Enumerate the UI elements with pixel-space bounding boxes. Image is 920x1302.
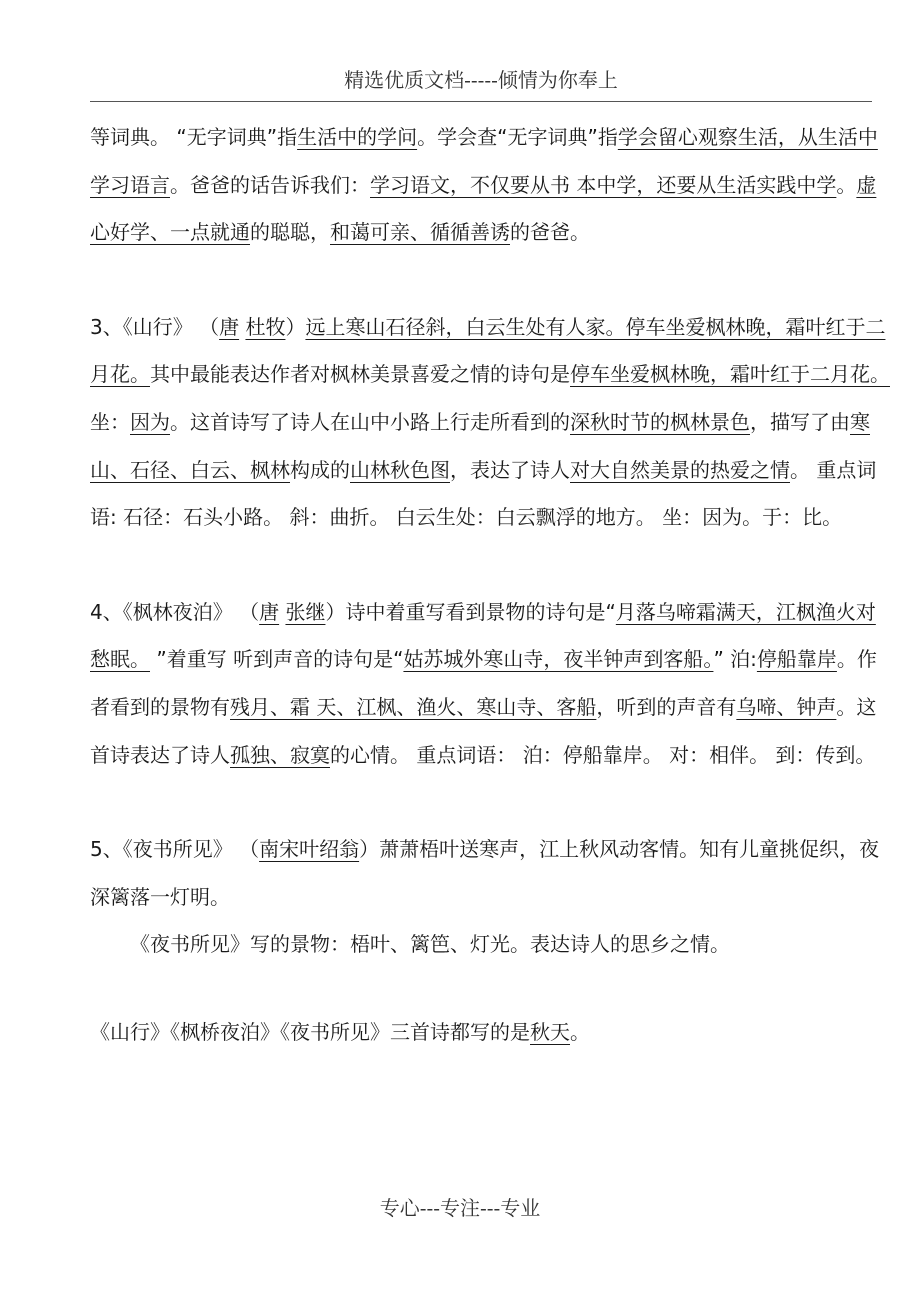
- underlined-answer: 虚心好学、一点就通: [90, 172, 877, 245]
- paragraph-gap: [90, 257, 890, 304]
- text-segment: ，表达了诗人: [450, 457, 570, 482]
- underlined-answer: 秋天: [530, 1019, 570, 1044]
- underlined-answer: 生活中的学问: [297, 125, 418, 149]
- text-segment: 。 重点词语: 石径：石头小路。 斜：曲折。 白云生处：白云飘浮的地方。 坐：因为。于：比。: [90, 457, 877, 530]
- text-segment: 的爸爸。: [510, 220, 590, 245]
- underlined-answer: 寒山、石径、白云、枫林: [90, 409, 870, 482]
- text-segment: 构成的: [290, 457, 350, 482]
- text-segment: ）诗中着重写看到景物的诗句是“: [325, 599, 616, 624]
- page-footer: 专心---专注---专业: [379, 1196, 541, 1220]
- underlined-answer: 因为: [130, 409, 170, 434]
- text-segment: 《夜书所见》写的景物：梧叶、篱笆、灯光。表达诗人的思乡之情。: [130, 932, 730, 957]
- text-segment: 。学会查“无字词典”指: [417, 125, 618, 149]
- text-segment: 等词典。 “无字词典”指: [90, 125, 298, 149]
- underlined-answer: 学会留心观察生活，从生活中学习语言: [90, 125, 878, 197]
- paragraph-shanxing: [90, 304, 890, 542]
- text-segment: 。这首诗写了诗人在山中小路上行走所看到的: [170, 409, 570, 434]
- underlined-answer: 杜牧: [245, 314, 286, 339]
- text-segment: 。作者看到的景物有: [90, 647, 877, 719]
- underlined-answer: 远上寒山石径斜，白云生处有人家。停车坐爱枫林晚，霜叶红于二月花。: [90, 314, 886, 387]
- text-segment: 。: [570, 1019, 590, 1044]
- underlined-answer: 停船靠岸: [756, 647, 837, 672]
- text-segment: ，听到的声音有: [596, 694, 737, 719]
- text-segment: 其中最能表达作者对枫林美景喜爱之情的诗句是: [150, 362, 570, 387]
- underlined-answer: 残月、霜 天、江枫、渔火、寒山寺、客船: [230, 694, 597, 719]
- paragraph-yeshu-scenery: [90, 921, 890, 969]
- text-segment: 《山行》《枫桥夜泊》《夜书所见》三首诗都写的是: [90, 1019, 530, 1044]
- underlined-answer: 孤独、寂寞: [230, 742, 330, 767]
- underlined-answer: 学习语文，不仅要从书 本中学，还要从生活实践中学: [370, 172, 837, 197]
- document-body: [90, 114, 890, 1057]
- underlined-answer: 唐: [259, 599, 280, 624]
- text-segment: 3、《山行》 （: [90, 314, 220, 339]
- text-segment: 4、《枫林夜泊》 （: [90, 599, 260, 624]
- text-segment: 5、《夜书所见》 （: [90, 837, 260, 862]
- paragraph-fenglin-yebo: [90, 589, 890, 779]
- text-segment: ”着重写 听到声音的诗句是“: [150, 647, 404, 672]
- underlined-answer: 停车坐爱枫林晚，霜叶红于二月花。: [570, 362, 890, 387]
- page-header: 精选优质文档-----倾情为你奉上: [90, 64, 872, 102]
- underlined-answer: 南宋叶绍翁: [259, 837, 360, 862]
- text-segment: ” 泊:: [713, 647, 757, 672]
- text-segment: 的心情。 重点词语： 泊：停船靠岸。 对：相伴。 到：传到。: [330, 742, 876, 767]
- underlined-answer: 和蔼可亲、循循善诱: [330, 220, 510, 245]
- underlined-answer: 月落乌啼霜满天，江枫渔火对愁眠。: [90, 599, 876, 672]
- text-segment: 。这首诗表达了诗人: [90, 694, 877, 767]
- paragraph-intro: [90, 114, 890, 257]
- text-segment: 。: [836, 172, 857, 197]
- underlined-answer: 对大自然美景的热爱之情: [570, 457, 790, 482]
- underlined-answer: 深秋时节的枫林景色: [570, 409, 750, 434]
- paragraph-yeshu-suojian: [90, 826, 890, 921]
- text-segment: ）: [285, 314, 306, 339]
- text-segment: ，描写了由: [750, 409, 850, 434]
- underlined-answer: 姑苏城外寒山寺，夜半钟声到客船。: [403, 647, 714, 672]
- underlined-answer: 唐: [219, 314, 240, 339]
- text-segment: 的聪聪，: [250, 220, 330, 245]
- paragraph-gap: [90, 969, 890, 1009]
- underlined-answer: 张继: [285, 599, 326, 624]
- paragraph-summary: [90, 1009, 890, 1057]
- text-segment: 坐：: [90, 409, 130, 434]
- text-segment: ）萧萧梧叶送寒声，江上秋风动客情。知有儿童挑促织，夜深篱落一灯明。: [90, 837, 880, 909]
- underlined-answer: 乌啼、钟声: [736, 694, 837, 719]
- text-segment: 。爸爸的话告诉我们：: [170, 172, 370, 197]
- paragraph-gap: [90, 779, 890, 826]
- underlined-answer: 山林秋色图: [350, 457, 450, 482]
- paragraph-gap: [90, 542, 890, 589]
